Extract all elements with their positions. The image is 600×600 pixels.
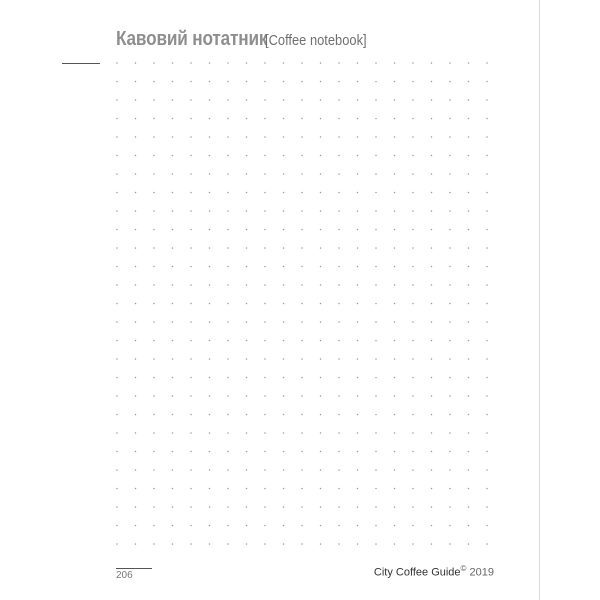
registered-mark: © [460, 564, 467, 573]
brand-name: City Coffee Guide [373, 566, 461, 579]
page-title-main: Кавовий нотатник [116, 28, 268, 50]
page-title-subtitle: [Coffee notebook] [265, 32, 367, 49]
brand-year: 2019 [469, 566, 494, 579]
footer-rule [116, 568, 152, 569]
footer-brand [374, 565, 494, 579]
page-number: 206 [116, 570, 133, 581]
